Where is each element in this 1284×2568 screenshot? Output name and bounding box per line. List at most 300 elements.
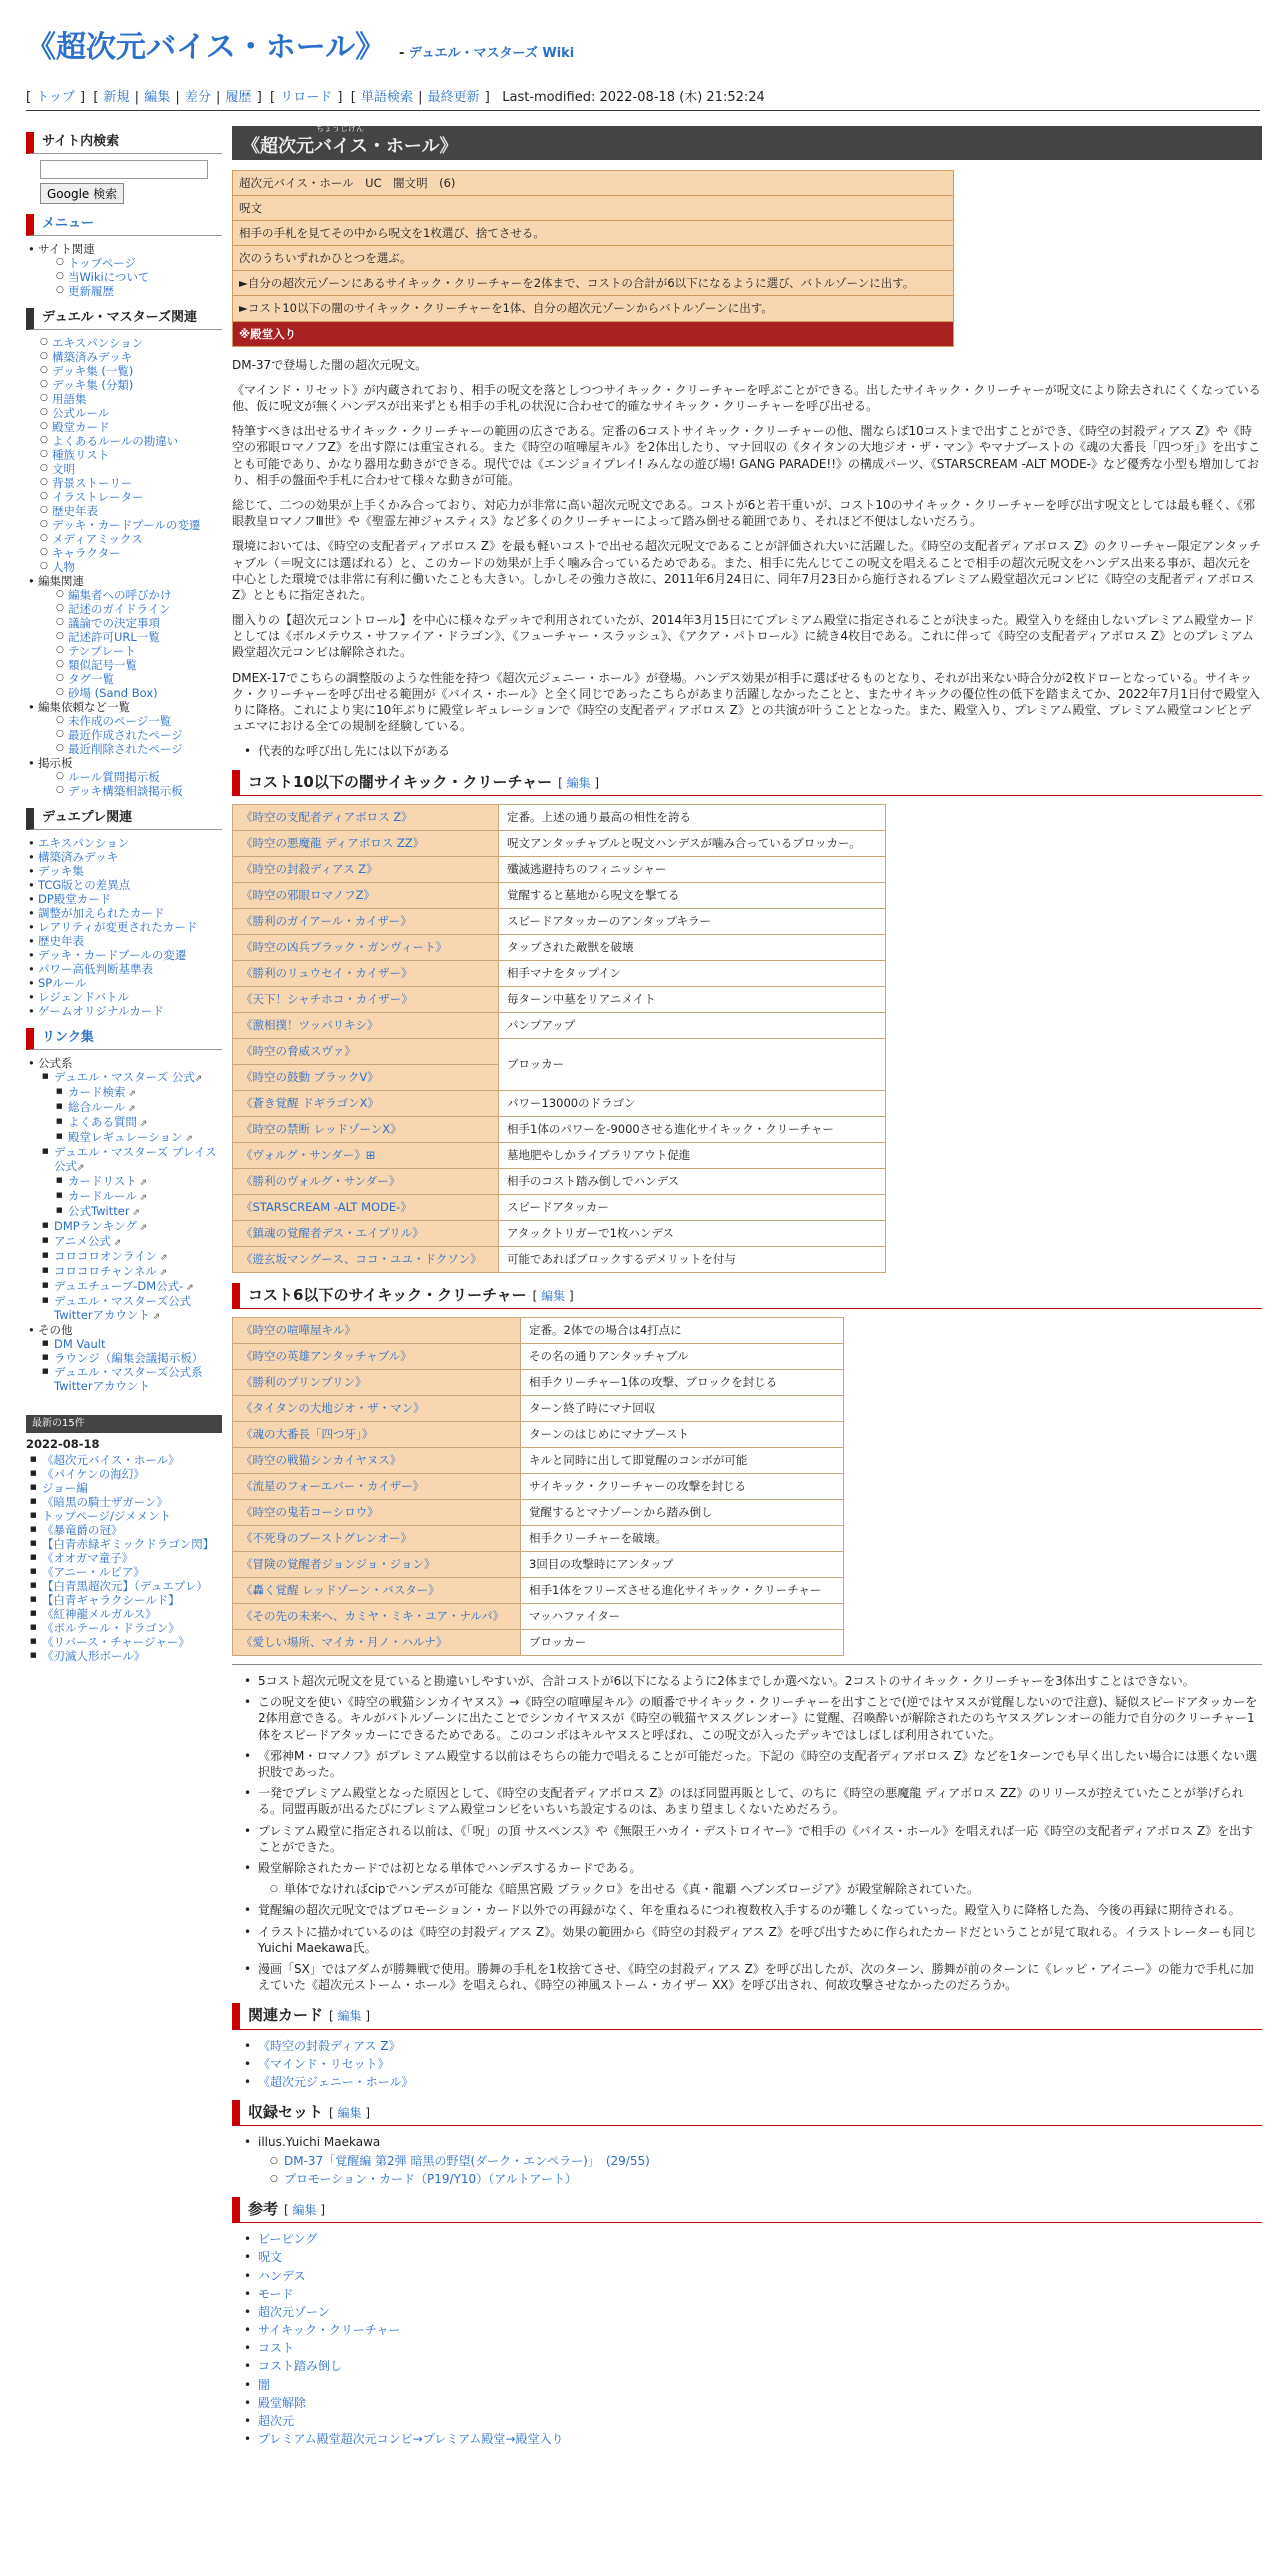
- table-row: [233, 1168, 886, 1194]
- list-item[interactable]: [232, 2413, 1262, 2429]
- list-item-link[interactable]: 最近作成されたページ: [68, 728, 183, 743]
- list-item-link[interactable]: 歴史年表: [52, 503, 98, 518]
- list-item-link[interactable]: アニメ公式: [54, 1233, 111, 1248]
- list-item-link[interactable]: イラストレーター: [52, 489, 144, 504]
- list-item[interactable]: [42, 284, 222, 298]
- list-item-link[interactable]: 当Wikiについて: [68, 269, 150, 284]
- list-item[interactable]: [26, 892, 222, 906]
- table-row: [233, 1604, 844, 1630]
- list-item-link[interactable]: 最近削除されたページ: [68, 742, 183, 757]
- list-item[interactable]: [26, 1004, 222, 1018]
- list-item-link[interactable]: 《時空の封殺ディアス Z》: [258, 2038, 401, 2053]
- list-item[interactable]: [26, 532, 222, 546]
- list-item[interactable]: [42, 784, 222, 798]
- list-item[interactable]: [26, 378, 222, 392]
- card-name-cell[interactable]: 《時空の戦猫シンカイヤヌス》: [233, 1448, 521, 1474]
- edit-group: • 編集関連 ○ 編集者への呼びかけ ○ 記述のガイドライン ○ 議論での決定事項 ○ 記述許可URL一覧 ○ テンプレート ○ 類似記号一覧 ○ タグ一覧 ○ 砂場 (Sand Box): [26, 574, 222, 700]
- list-item-link[interactable]: 記述のガイドライン: [68, 601, 171, 616]
- table-row: [233, 830, 886, 856]
- list-item[interactable]: [42, 644, 222, 658]
- list-item[interactable]: [42, 270, 222, 284]
- list-item-link[interactable]: 記述許可URL一覧: [68, 629, 160, 644]
- description-cell: 定番。2体での場合は4打点に: [521, 1318, 844, 1344]
- card-name-cell[interactable]: 《勝利のリュウセイ・カイザー》: [233, 960, 499, 986]
- description-cell: パンプアップ: [499, 1012, 886, 1038]
- table-row: [233, 1318, 844, 1344]
- list-item-link[interactable]: SPルール: [38, 976, 87, 991]
- list-item-link[interactable]: トップページ/ジメメント: [42, 1509, 171, 1523]
- list-item-link[interactable]: 殿堂レギュレーション: [68, 1129, 183, 1144]
- search-heading: サイト内検索: [26, 132, 222, 154]
- list-item[interactable]: [26, 350, 222, 364]
- nav-edit[interactable]: 編集: [144, 90, 171, 105]
- list-item[interactable]: [38, 1234, 222, 1249]
- description-cell: 3回目の攻撃時にアンタップ: [521, 1552, 844, 1578]
- list-item-link[interactable]: 《マインド・リセット》: [258, 2056, 390, 2071]
- list-item-link[interactable]: プロモーション・カード（P19/Y10）（アルトアート）: [284, 2171, 577, 2186]
- nav-reload[interactable]: リロード: [280, 90, 333, 105]
- list-item-link[interactable]: 《紅神龍メルガルス》: [42, 1607, 157, 1622]
- list-item-link[interactable]: レジェンドバトル: [38, 990, 130, 1005]
- list-item[interactable]: [26, 1453, 222, 1467]
- list-item-link[interactable]: 砂場 (Sand Box): [68, 686, 158, 701]
- list-item[interactable]: [26, 1565, 222, 1579]
- list-item[interactable]: [42, 588, 222, 602]
- list-item[interactable]: [54, 1130, 222, 1145]
- card-name-cell[interactable]: 《勝利のガイアール・カイザー》: [233, 908, 499, 934]
- list-item-link[interactable]: デッキ集 (一覧): [52, 363, 134, 378]
- card-name-cell[interactable]: 《轟く覚醒 レッドゾーン・バスター》: [233, 1578, 521, 1604]
- list-item-link[interactable]: プレミアム殿堂超次元コンビ→プレミアム殿堂→殿堂入り: [258, 2432, 564, 2447]
- list-item-link[interactable]: 《暴竜爵の冠》: [42, 1523, 123, 1538]
- list-item[interactable]: [42, 256, 222, 270]
- card-name-cell[interactable]: 《冒険の覚醒者ジョンジョ・ジョン》: [233, 1552, 521, 1578]
- card-name-cell[interactable]: 《愛しい場所、マイカ・月ノ・ハルナ》: [233, 1630, 521, 1656]
- list-item[interactable]: [26, 518, 222, 532]
- list-item-link[interactable]: メディアミックス: [52, 531, 143, 546]
- list-item[interactable]: [26, 364, 222, 378]
- paragraph: 特筆すべきは出せるサイキック・クリーチャーの範囲の広さである。定番の6コストサイキック・クリーチャーの他、闇ならば10コストまで出すことができ、《時空の封殺ディアス Z》や《時空の邪眼ロマノフZ》を出す際には重宝される。また《時空の喧嘩屋キル》を2体出したり、マナ回収の《タイタンの大地ジオ・ザ・マン》やマナブーストの《魂の大番長「四つ牙」》を出すことも可能であり、かなり器用な動きができる。現代では《エンジョイプレイ! みんなの遊び場! GANG PARADE!!》の構成パーツ、《STARSCREAM -ALT MODE-》など優秀な小型も増加しており、相手の盤面や手札に合わせて様々な動きが可能。: [232, 424, 1261, 487]
- list-item-link[interactable]: 《超次元バイス・ホール》: [42, 1452, 180, 1467]
- list-item[interactable]: [26, 1649, 222, 1663]
- list-item[interactable]: [38, 1264, 222, 1279]
- list-item-link[interactable]: よくあるルールの勘違い: [52, 433, 179, 448]
- list-item[interactable]: [26, 976, 222, 990]
- list-item-link[interactable]: 《リバース・チャージャー》: [42, 1635, 190, 1650]
- list-item[interactable]: [232, 2431, 1262, 2447]
- list-item[interactable]: [38, 1294, 222, 1323]
- list-item[interactable]: [42, 770, 222, 784]
- list-item-link[interactable]: 《アニー・ルピア》: [42, 1565, 145, 1580]
- note-item: • 覚醒編の超次元呪文ではプロモーション・カード以外での再録がなく、年を重ねるにつれ複数枚入手するのが難しくなっていった。殿堂入りに降格した為、今後の再録に期待される。: [232, 1902, 1262, 1918]
- list-item[interactable]: [38, 1351, 222, 1365]
- card-name-cell[interactable]: 《勝利のプリンプリン》: [233, 1370, 521, 1396]
- description-cell: アタックトリガーで1枚ハンデス: [499, 1220, 886, 1246]
- description-cell: ターン終了時にマナ回収: [521, 1396, 844, 1422]
- list-item[interactable]: [26, 1523, 222, 1537]
- list-item[interactable]: [26, 1593, 222, 1607]
- card-name-cell[interactable]: 《時空の鬼若コーシロウ》: [233, 1500, 521, 1526]
- list-item-link[interactable]: 殿堂カード: [52, 419, 110, 434]
- list-item[interactable]: [26, 906, 222, 920]
- note-item: • 殿堂解除されたカードでは初となる単体でハンデスするカードである。: [232, 1860, 1262, 1876]
- list-item[interactable]: [232, 2038, 1262, 2054]
- list-item[interactable]: [26, 1509, 222, 1523]
- list-item-link[interactable]: ルール質問掲示板: [68, 770, 160, 785]
- list-item[interactable]: [232, 2056, 1262, 2072]
- list-item-link[interactable]: ジョー編: [42, 1480, 88, 1495]
- list-item-link[interactable]: ゲームオリジナルカード: [38, 1004, 164, 1019]
- official-dm-link[interactable]: ■ デュエル・マスターズ 公式⇗ ■ カード検索 ⇗ ■ 総合ルール ⇗ ■ よくある質問 ⇗ ■ 殿堂レギュレーション ⇗: [38, 1070, 222, 1145]
- table-row: [233, 856, 886, 882]
- description-cell: 呪文アンタッチャブルと呪文ハンデスが噛み合っているブロッカー。: [499, 830, 886, 856]
- edit-link[interactable]: 編集: [292, 2202, 317, 2217]
- table-row: [233, 1012, 886, 1038]
- table-row: [233, 1116, 886, 1142]
- list-item-link[interactable]: エキスパンション: [52, 335, 144, 350]
- list-item[interactable]: [42, 686, 222, 700]
- card-name-cell[interactable]: 《タイタンの大地ジオ・ザ・マン》: [233, 1396, 521, 1422]
- card-text-row: ►自分の超次元ゾーンにあるサイキック・クリーチャーを2体まで、コストの合計が6以下になるように選び、バトルゾーンに出す。: [233, 271, 953, 296]
- list-item-link[interactable]: デッキ・カードプールの変遷: [38, 948, 187, 963]
- external-link-icon: ⇗: [183, 1282, 194, 1293]
- list-item[interactable]: [26, 1635, 222, 1649]
- dp-heading: デュエプレ関連: [26, 808, 222, 830]
- card-name-cell[interactable]: 《遊玄坂マングース、ココ・ユユ・ドクソン》: [233, 1246, 499, 1272]
- list-item-link[interactable]: DP殿堂カード: [38, 892, 112, 907]
- external-link-icon: ⇗: [182, 1133, 193, 1144]
- card-name-cell[interactable]: 《激相撲！ツッパリキシ》: [233, 1012, 499, 1038]
- list-item-link[interactable]: モード: [258, 2286, 294, 2301]
- list-item[interactable]: [26, 490, 222, 504]
- list-item-link[interactable]: トップページ: [68, 255, 136, 270]
- google-search-button[interactable]: Google 検索: [40, 183, 124, 204]
- list-item[interactable]: [232, 2249, 1262, 2265]
- external-link-icon: ⇗: [137, 1119, 148, 1129]
- list-item[interactable]: [232, 2304, 1262, 2320]
- table-row: [233, 1396, 844, 1422]
- description-cell: スピードアタッカー: [499, 1194, 886, 1220]
- notes-list: [232, 1673, 1262, 1993]
- list-item-link[interactable]: 歴史年表: [38, 934, 84, 949]
- list-item[interactable]: [54, 1174, 222, 1189]
- section-heading-refs: 参考 [ 編集 ]: [232, 2197, 1262, 2223]
- list-item[interactable]: [26, 934, 222, 948]
- list-item-link[interactable]: タグ一覧: [68, 672, 114, 687]
- list-item[interactable]: [54, 1189, 222, 1204]
- list-item-link[interactable]: カード検索: [68, 1085, 126, 1100]
- list-item-link[interactable]: 殿堂解除: [258, 2395, 307, 2410]
- list-item[interactable]: [232, 2171, 1262, 2187]
- edit-request-group: • 編集依頼など一覧 ○ 未作成のページ一覧 ○ 最近作成されたページ ○ 最近削除されたページ: [26, 700, 222, 756]
- list-item[interactable]: [26, 476, 222, 490]
- paragraph: DM-37で登場した闇の超次元呪文。: [232, 357, 428, 372]
- list-item-link[interactable]: デュエチューブ-DM公式-: [54, 1278, 184, 1293]
- list-item-link[interactable]: 用語集: [52, 391, 87, 406]
- table-row: [233, 1038, 886, 1064]
- list-item[interactable]: [232, 2153, 1262, 2169]
- list-item-link[interactable]: 未作成のページ一覧: [68, 714, 172, 729]
- list-item[interactable]: [26, 1481, 222, 1495]
- list-item-link[interactable]: 人物: [52, 559, 75, 574]
- list-item[interactable]: [42, 616, 222, 630]
- list-item-link[interactable]: コスト: [258, 2341, 295, 2356]
- list-item-link[interactable]: サイキック・クリーチャー: [258, 2323, 401, 2338]
- list-item-link[interactable]: エキスパンション: [38, 836, 130, 851]
- list-item[interactable]: [26, 1579, 222, 1593]
- list-item[interactable]: [54, 1115, 222, 1130]
- list-item[interactable]: [42, 728, 222, 742]
- description-cell: その名の通りアンタッチャブル: [521, 1344, 844, 1370]
- list-item-link[interactable]: 公式Twitter: [68, 1203, 130, 1218]
- list-item[interactable]: [38, 1365, 222, 1393]
- list-item[interactable]: [26, 392, 222, 406]
- sets-list: [232, 2134, 1262, 2150]
- card-name-cell[interactable]: 《その先の未来へ、カミヤ・ミキ・ユア・ナルパ》: [233, 1604, 521, 1630]
- list-item[interactable]: [26, 504, 222, 518]
- list-item-link[interactable]: 文明: [52, 461, 75, 476]
- description-cell: 覚醒すると墓地から呪文を撃てる: [499, 882, 886, 908]
- list-item-link[interactable]: デッキ構築相談掲示板: [68, 784, 183, 799]
- card-name-cell[interactable]: 《時空の支配者ディアボロス Z》: [233, 804, 499, 830]
- list-item-link[interactable]: 編集者への呼びかけ: [68, 587, 172, 602]
- paragraph: 《マインド・リセット》が内蔵されており、相手の呪文を落としつつサイキック・クリーチャーを呼ぶことができる。出したサイキック・クリーチャーが呪文により除去されにくくなっている他、仮に呪文が無くハンデスが出来ずとも相手の手札の状況に合わせて的確なサイキック・クリーチャーを呼び出せる。: [232, 382, 1261, 414]
- external-link-icon: ⇗: [156, 1267, 168, 1278]
- card-name-cell[interactable]: 《流星のフォーエバー・カイザー》: [233, 1474, 521, 1500]
- list-item[interactable]: [42, 672, 222, 686]
- list-item-link[interactable]: 超次元ゾーン: [258, 2304, 330, 2319]
- list-item[interactable]: [232, 2358, 1262, 2374]
- list-item-link[interactable]: 闇: [258, 2377, 271, 2392]
- list-item[interactable]: [26, 1607, 222, 1621]
- description-cell: ブロッカー: [521, 1630, 844, 1656]
- edit-link[interactable]: 編集: [337, 2106, 362, 2121]
- card-name-cell[interactable]: 《時空の禁断 レッドゾーンX》: [233, 1116, 499, 1142]
- list-item[interactable]: [38, 1279, 222, 1294]
- list-item[interactable]: [232, 2268, 1262, 2284]
- list-item[interactable]: [26, 864, 222, 878]
- list-item[interactable]: [26, 1621, 222, 1635]
- card-name-cell[interactable]: 《魂の大番長「四つ牙」》: [233, 1422, 521, 1448]
- nav-diff[interactable]: 差分: [184, 90, 211, 105]
- links-list: [26, 1056, 222, 1393]
- card-name-cell[interactable]: 《時空の邪眼ロマノフZ》: [233, 882, 499, 908]
- card-name-cell[interactable]: 《天下！シャチホコ・カイザー》: [233, 986, 499, 1012]
- list-item-link[interactable]: デッキ集 (分類): [52, 377, 134, 392]
- list-item[interactable]: [232, 2074, 1262, 2090]
- list-item[interactable]: [26, 990, 222, 1004]
- list-item[interactable]: [26, 1537, 222, 1551]
- list-item[interactable]: [26, 1495, 222, 1509]
- external-link-icon: ⇗: [136, 1192, 148, 1203]
- official-dp-link[interactable]: ■ デュエル・マスターズ プレイス 公式⇗ ■ カードリスト ⇗ ■ カードルール ⇗ ■ 公式Twitter ⇗: [38, 1145, 222, 1219]
- list-item-link[interactable]: 調整が加えられたカード: [38, 906, 165, 921]
- edit-link[interactable]: 編集: [541, 1288, 566, 1303]
- list-item[interactable]: [42, 742, 222, 756]
- list-item-link[interactable]: 公式ルール: [52, 405, 110, 420]
- list-item-link[interactable]: よくある質問: [68, 1115, 137, 1129]
- list-item-link[interactable]: デッキ集: [38, 864, 84, 879]
- list-item[interactable]: [42, 714, 222, 728]
- table-row: [233, 1090, 886, 1116]
- list-item[interactable]: [26, 434, 222, 448]
- list-item-link[interactable]: デュエル・マスターズ公式Twitterアカウント: [54, 1293, 192, 1322]
- description-cell: ブロッカー: [499, 1038, 886, 1090]
- list-item[interactable]: [26, 836, 222, 850]
- title-ruby: ちょうじげん: [316, 124, 364, 133]
- list-item-link[interactable]: デッキ・カードプールの変遷: [52, 517, 201, 532]
- list-item[interactable]: [232, 2395, 1262, 2411]
- list-item-link[interactable]: カードルール: [68, 1188, 137, 1203]
- list-item[interactable]: [26, 1551, 222, 1565]
- recent-date: 2022-08-18: [26, 1436, 100, 1451]
- list-item[interactable]: [42, 658, 222, 672]
- note-item: • プレミアム殿堂に指定される以前は、《「呪」の頂 サスペンス》や《無限王ハカイ・デストロイヤー》で相手の《バイス・ホール》を唱えれば一応《時空の支配者ディアボロス Z》を出すことができた。: [232, 1823, 1262, 1855]
- list-item[interactable]: [38, 1337, 222, 1351]
- card-name-cell[interactable]: 《ヴォルグ・サンダー》⊞: [233, 1142, 499, 1168]
- card-name-cell[interactable]: 《時空の英雄アンタッチャブル》: [233, 1344, 521, 1370]
- list-item-link[interactable]: 種族リスト: [52, 447, 110, 462]
- list-item-link[interactable]: 【白青赤緑ギミックドラゴン閃】: [42, 1537, 215, 1552]
- card-name-cell[interactable]: 《時空の鼓動 ブラックV》: [233, 1064, 499, 1090]
- note-item: ○ 単体でなければcipでハンデスが可能な《暗黒宮殿 ブラックロ》を出せる《真・龍覇 ヘブンズロージア》が殿堂解除されていた。: [232, 1881, 1262, 1897]
- card-name-cell[interactable]: 《STARSCREAM -ALT MODE-》: [233, 1194, 499, 1220]
- list-item-link[interactable]: 構築済みデッキ: [38, 850, 119, 865]
- list-item[interactable]: [232, 2286, 1262, 2302]
- list-item[interactable]: [26, 560, 222, 574]
- table-row: [233, 1370, 844, 1396]
- list-item[interactable]: [54, 1100, 222, 1115]
- description-cell: マッハファイター: [521, 1604, 844, 1630]
- list-item-link[interactable]: 背景ストーリー: [52, 475, 133, 490]
- search-input[interactable]: [40, 160, 208, 179]
- list-item[interactable]: [42, 630, 222, 644]
- list-item[interactable]: [26, 878, 222, 892]
- list-item-link[interactable]: 議論での決定事項: [68, 615, 160, 630]
- list-item-link[interactable]: ハンデス: [258, 2268, 306, 2283]
- list-item-link[interactable]: テンプレート: [68, 643, 136, 658]
- list-item-link[interactable]: DMPランキング: [54, 1218, 137, 1233]
- nav-history[interactable]: 履歴: [225, 90, 252, 105]
- card-text-row: 呪文: [233, 196, 953, 221]
- list-item-link[interactable]: 《ボルテール・ドラゴン》: [42, 1621, 180, 1636]
- edit-link[interactable]: 編集: [337, 2009, 362, 2024]
- table-row: [233, 1500, 844, 1526]
- list-item-link[interactable]: デュエル・マスターズ公式系Twitterアカウント: [54, 1364, 203, 1393]
- list-item[interactable]: [26, 448, 222, 462]
- table-row: [233, 1246, 886, 1272]
- nav-new[interactable]: 新規: [103, 90, 130, 105]
- edit-menu: [26, 574, 222, 798]
- list-item-link[interactable]: ピーピング: [258, 2232, 318, 2247]
- list-item-link[interactable]: 《刃滅人形ボール》: [42, 1649, 146, 1664]
- list-item-link[interactable]: 《パイケンの海幻》: [42, 1466, 145, 1481]
- list-item-link[interactable]: 呪文: [258, 2250, 283, 2265]
- list-item-link[interactable]: 総合ルール: [68, 1100, 126, 1115]
- card-text-row: 次のうちいずれかひとつを選ぶ。: [233, 246, 953, 271]
- list-item[interactable]: [54, 1085, 222, 1100]
- list-item-link[interactable]: 更新履歴: [68, 283, 114, 298]
- table-row: [233, 1552, 844, 1578]
- list-item-link[interactable]: 【白青ギャラクシールド】: [42, 1593, 180, 1608]
- description-cell: 墓地肥やしかライブラリアウト促進: [499, 1142, 886, 1168]
- card-name-cell[interactable]: 《時空の凶兵ブラック・ガンヴィート》: [233, 934, 499, 960]
- list-item[interactable]: [26, 1467, 222, 1481]
- list-item[interactable]: [26, 406, 222, 420]
- page-title: ちょうじげん 《超次元バイス・ホール》: [232, 126, 1262, 160]
- edit-link[interactable]: 編集: [566, 775, 591, 790]
- page-heading[interactable]: 《超次元バイス・ホール》: [26, 30, 386, 65]
- card-name-cell[interactable]: 《時空の喧嘩屋キル》: [233, 1318, 521, 1344]
- card-name-cell[interactable]: 《時空の封殺ディアス Z》: [233, 856, 499, 882]
- list-item-link[interactable]: カードリスト: [68, 1173, 137, 1188]
- list-item[interactable]: [26, 336, 222, 350]
- list-item[interactable]: [38, 1249, 222, 1264]
- table-row: [233, 1194, 886, 1220]
- list-item[interactable]: [26, 420, 222, 434]
- list-item-link[interactable]: TCG版との差異点: [38, 878, 131, 893]
- nav-latest[interactable]: 最終更新: [427, 90, 480, 105]
- external-link-icon: ⇗: [125, 1089, 136, 1100]
- table-row: [233, 986, 886, 1012]
- list-item-link[interactable]: 超次元: [258, 2414, 295, 2429]
- official-group: • 公式系 ■ デュエル・マスターズ 公式⇗ ■ カード検索 ⇗ ■ 総合ルール ⇗ ■ よくある質問 ⇗ ■ 殿堂レギュレーション ⇗ ■ デュエル・マスターズ プレイス 公式⇗ ■ カードリスト ⇗ ■ カードルール ⇗ ■ 公式Twitter ⇗ ■ DMPランキング ⇗ ■ アニメ公式 ⇗ ■ コロコロオンライン ⇗ ■ コロコロチャンネル ⇗ ■ デュエチューブ-DM公式- ⇗ ■ デュエル・マスターズ公式Twitterアカウント ⇗: [26, 1056, 222, 1323]
- external-link-icon: ⇗: [77, 1162, 85, 1173]
- site-group: • サイト関連 ○ トップページ ○ 当Wikiについて ○ 更新履歴: [26, 242, 222, 298]
- list-item-link[interactable]: 【白青黒超次元】（デュエプレ）: [42, 1579, 208, 1594]
- nav-word-search[interactable]: 単語検索: [360, 90, 413, 105]
- card-name-cell[interactable]: 《勝利のヴォルグ・サンダー》: [233, 1168, 499, 1194]
- list-item-link[interactable]: 類似記号一覧: [68, 658, 137, 672]
- list-item-link[interactable]: レアリティが変更されたカード: [38, 920, 198, 935]
- list-item[interactable]: [26, 462, 222, 476]
- summon-list-intro: • 代表的な呼び出し先には以下がある: [232, 743, 1262, 759]
- card-name-cell[interactable]: 《鎮魂の覚醒者デス・エイプリル》: [233, 1220, 499, 1246]
- list-item[interactable]: [26, 948, 222, 962]
- list-item-link[interactable]: キャラクター: [52, 545, 121, 560]
- list-item-link[interactable]: 構築済みデッキ: [52, 349, 133, 364]
- external-link-icon: ⇗: [194, 1074, 203, 1085]
- list-item-link[interactable]: 《超次元ジェニー・ホール》: [258, 2074, 414, 2089]
- wiki-name-link[interactable]: デュエル・マスターズ Wiki: [408, 46, 575, 61]
- card-name-cell[interactable]: 《時空の脅威スヴァ》: [233, 1038, 499, 1064]
- list-item[interactable]: [232, 2322, 1262, 2338]
- list-item[interactable]: [26, 920, 222, 934]
- list-item-link[interactable]: コスト踏み倒し: [258, 2359, 343, 2374]
- list-item-link[interactable]: 《暗黒の騎士ザガーン》: [42, 1494, 169, 1509]
- list-item[interactable]: [42, 602, 222, 616]
- list-item-link[interactable]: DM Vault: [54, 1336, 106, 1351]
- list-item[interactable]: [232, 2377, 1262, 2393]
- list-item[interactable]: [54, 1204, 222, 1219]
- list-item-link[interactable]: コロコロチャンネル: [54, 1263, 157, 1278]
- list-item[interactable]: [26, 850, 222, 864]
- list-item-link[interactable]: DM-37「覚醒編 第2弾 暗黒の野望(ダーク・エンペラー)」 (29/55): [284, 2153, 650, 2168]
- list-item[interactable]: [26, 546, 222, 560]
- list-item[interactable]: [26, 962, 222, 976]
- list-item-link[interactable]: コロコロオンライン: [54, 1248, 158, 1263]
- list-item-link[interactable]: 《オオガマ童子》: [42, 1551, 134, 1566]
- list-item-link[interactable]: ラウンジ（編集会議掲示板）: [54, 1350, 204, 1365]
- card-name-cell[interactable]: 《不死身のブーストグレンオー》: [233, 1526, 521, 1552]
- nav-top[interactable]: トップ: [36, 90, 75, 105]
- list-item-link[interactable]: パワー高低判断基準表: [38, 962, 153, 977]
- card-name-cell[interactable]: 《蒼き覚醒 ドギラゴンX》: [233, 1090, 499, 1116]
- list-item[interactable]: [232, 2340, 1262, 2356]
- card-name-cell[interactable]: 《時空の悪魔龍 ディアボロス ZZ》: [233, 830, 499, 856]
- list-item[interactable]: [38, 1219, 222, 1234]
- list-item[interactable]: [232, 2231, 1262, 2247]
